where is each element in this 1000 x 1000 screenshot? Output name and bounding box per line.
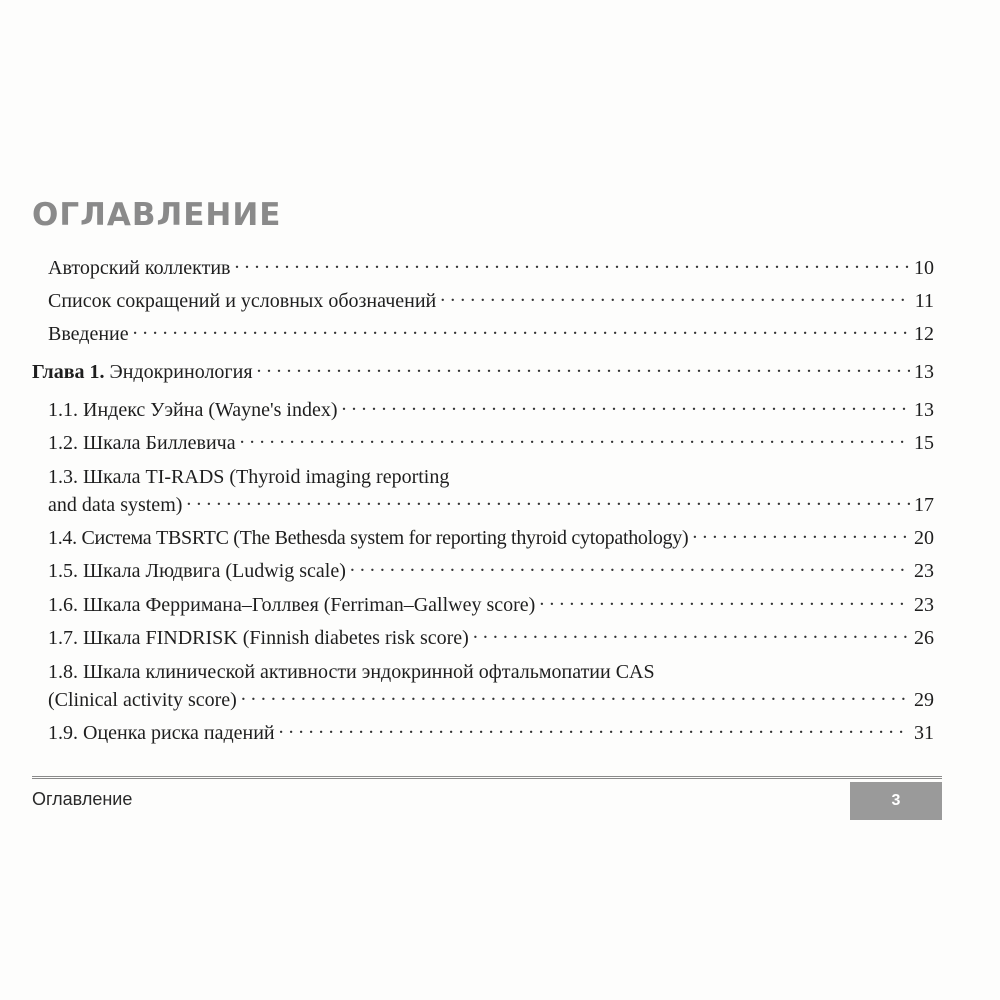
dot-leader [473, 624, 910, 644]
toc-entry-title: 1.7. Шкала FINDRISK (Finnish diabetes risk score) [48, 627, 469, 649]
toc-entry-page: 29 [914, 689, 934, 711]
dot-leader [257, 358, 910, 378]
toc-entry-title: 1.6. Шкала Ферримана–Голлвея (Ferriman–Gallwey score) [48, 594, 536, 616]
toc-entry-title: 1.5. Шкала Людвига (Ludwig scale) [48, 560, 346, 582]
toc-entry-1-8[interactable] [48, 658, 934, 714]
dot-leader [241, 686, 910, 706]
toc-entry-page: 11 [914, 290, 934, 312]
toc-entry-1-7[interactable] [48, 624, 934, 652]
footer-divider [32, 776, 942, 779]
dot-leader [539, 591, 910, 611]
toc-entry-1-9[interactable] [48, 719, 934, 747]
toc-entry-page: 13 [914, 361, 934, 383]
toc-entry-authors[interactable] [48, 254, 934, 282]
page-number: 3 [891, 792, 901, 809]
toc-entry-title: 1.4. Система TBSRTC (The Bethesda system for reporting thyroid cytopathology) [48, 527, 689, 549]
toc-entry-title: Список сокращений и условных обозначений [48, 290, 437, 312]
dot-leader [240, 429, 910, 449]
dot-leader [234, 254, 910, 274]
toc-entry-title: Авторский коллектив [48, 257, 231, 279]
dot-leader [133, 320, 910, 340]
toc-entry-page: 23 [914, 594, 934, 616]
toc-entry-title-line: and data system) [48, 494, 183, 516]
toc-entry-page: 20 [914, 527, 934, 549]
toc-entry-title: 1.2. Шкала Биллевича [48, 432, 236, 454]
toc-entry-title-line: 1.8. Шкала клинической активности эндокринной офтальмопатии CAS [48, 661, 655, 683]
toc-entry-page: 12 [914, 323, 934, 345]
toc-entry-page: 10 [914, 257, 934, 279]
footer-section-label: Оглавление [32, 789, 133, 809]
page-number-badge [850, 782, 942, 820]
dot-leader [342, 396, 911, 416]
toc-entry-1-6[interactable] [48, 591, 934, 619]
toc-entry-page: 23 [914, 560, 934, 582]
toc-entry-page: 26 [914, 627, 934, 649]
dot-leader [692, 524, 910, 544]
toc-entry-page: 31 [914, 722, 934, 744]
toc-entry-page: 15 [914, 432, 934, 454]
toc-entry-title: 1.9. Оценка риска падений [48, 722, 275, 744]
toc-heading: ОГЛАВЛЕНИЕ [32, 197, 282, 233]
toc-entry-1-4[interactable] [48, 524, 934, 552]
toc-entry-title-line: 1.3. Шкала TI-RADS (Thyroid imaging reporting [48, 466, 450, 488]
toc-entry-page: 17 [914, 494, 934, 516]
toc-entry-page: 13 [914, 399, 934, 421]
toc-entry-title: 1.1. Индекс Уэйна (Wayne's index) [48, 399, 338, 421]
toc-entry-introduction[interactable] [48, 320, 934, 348]
toc-entry-title: Эндокринология [109, 361, 253, 383]
toc-entry-1-2[interactable] [48, 429, 934, 457]
toc-entry-1-1[interactable] [48, 396, 934, 424]
dot-leader [279, 719, 910, 739]
dot-leader [186, 491, 910, 511]
toc-entry-1-5[interactable] [48, 557, 934, 585]
dot-leader [440, 287, 910, 307]
toc-entry-title-line: (Clinical activity score) [48, 689, 237, 711]
dot-leader [350, 557, 910, 577]
toc-entry-chapter-1[interactable] [32, 358, 934, 386]
toc-entry-abbreviations[interactable] [48, 287, 934, 315]
chapter-label: Глава 1. [32, 361, 105, 383]
toc-entry-title: Введение [48, 323, 129, 345]
toc-entry-1-3[interactable] [48, 463, 934, 519]
